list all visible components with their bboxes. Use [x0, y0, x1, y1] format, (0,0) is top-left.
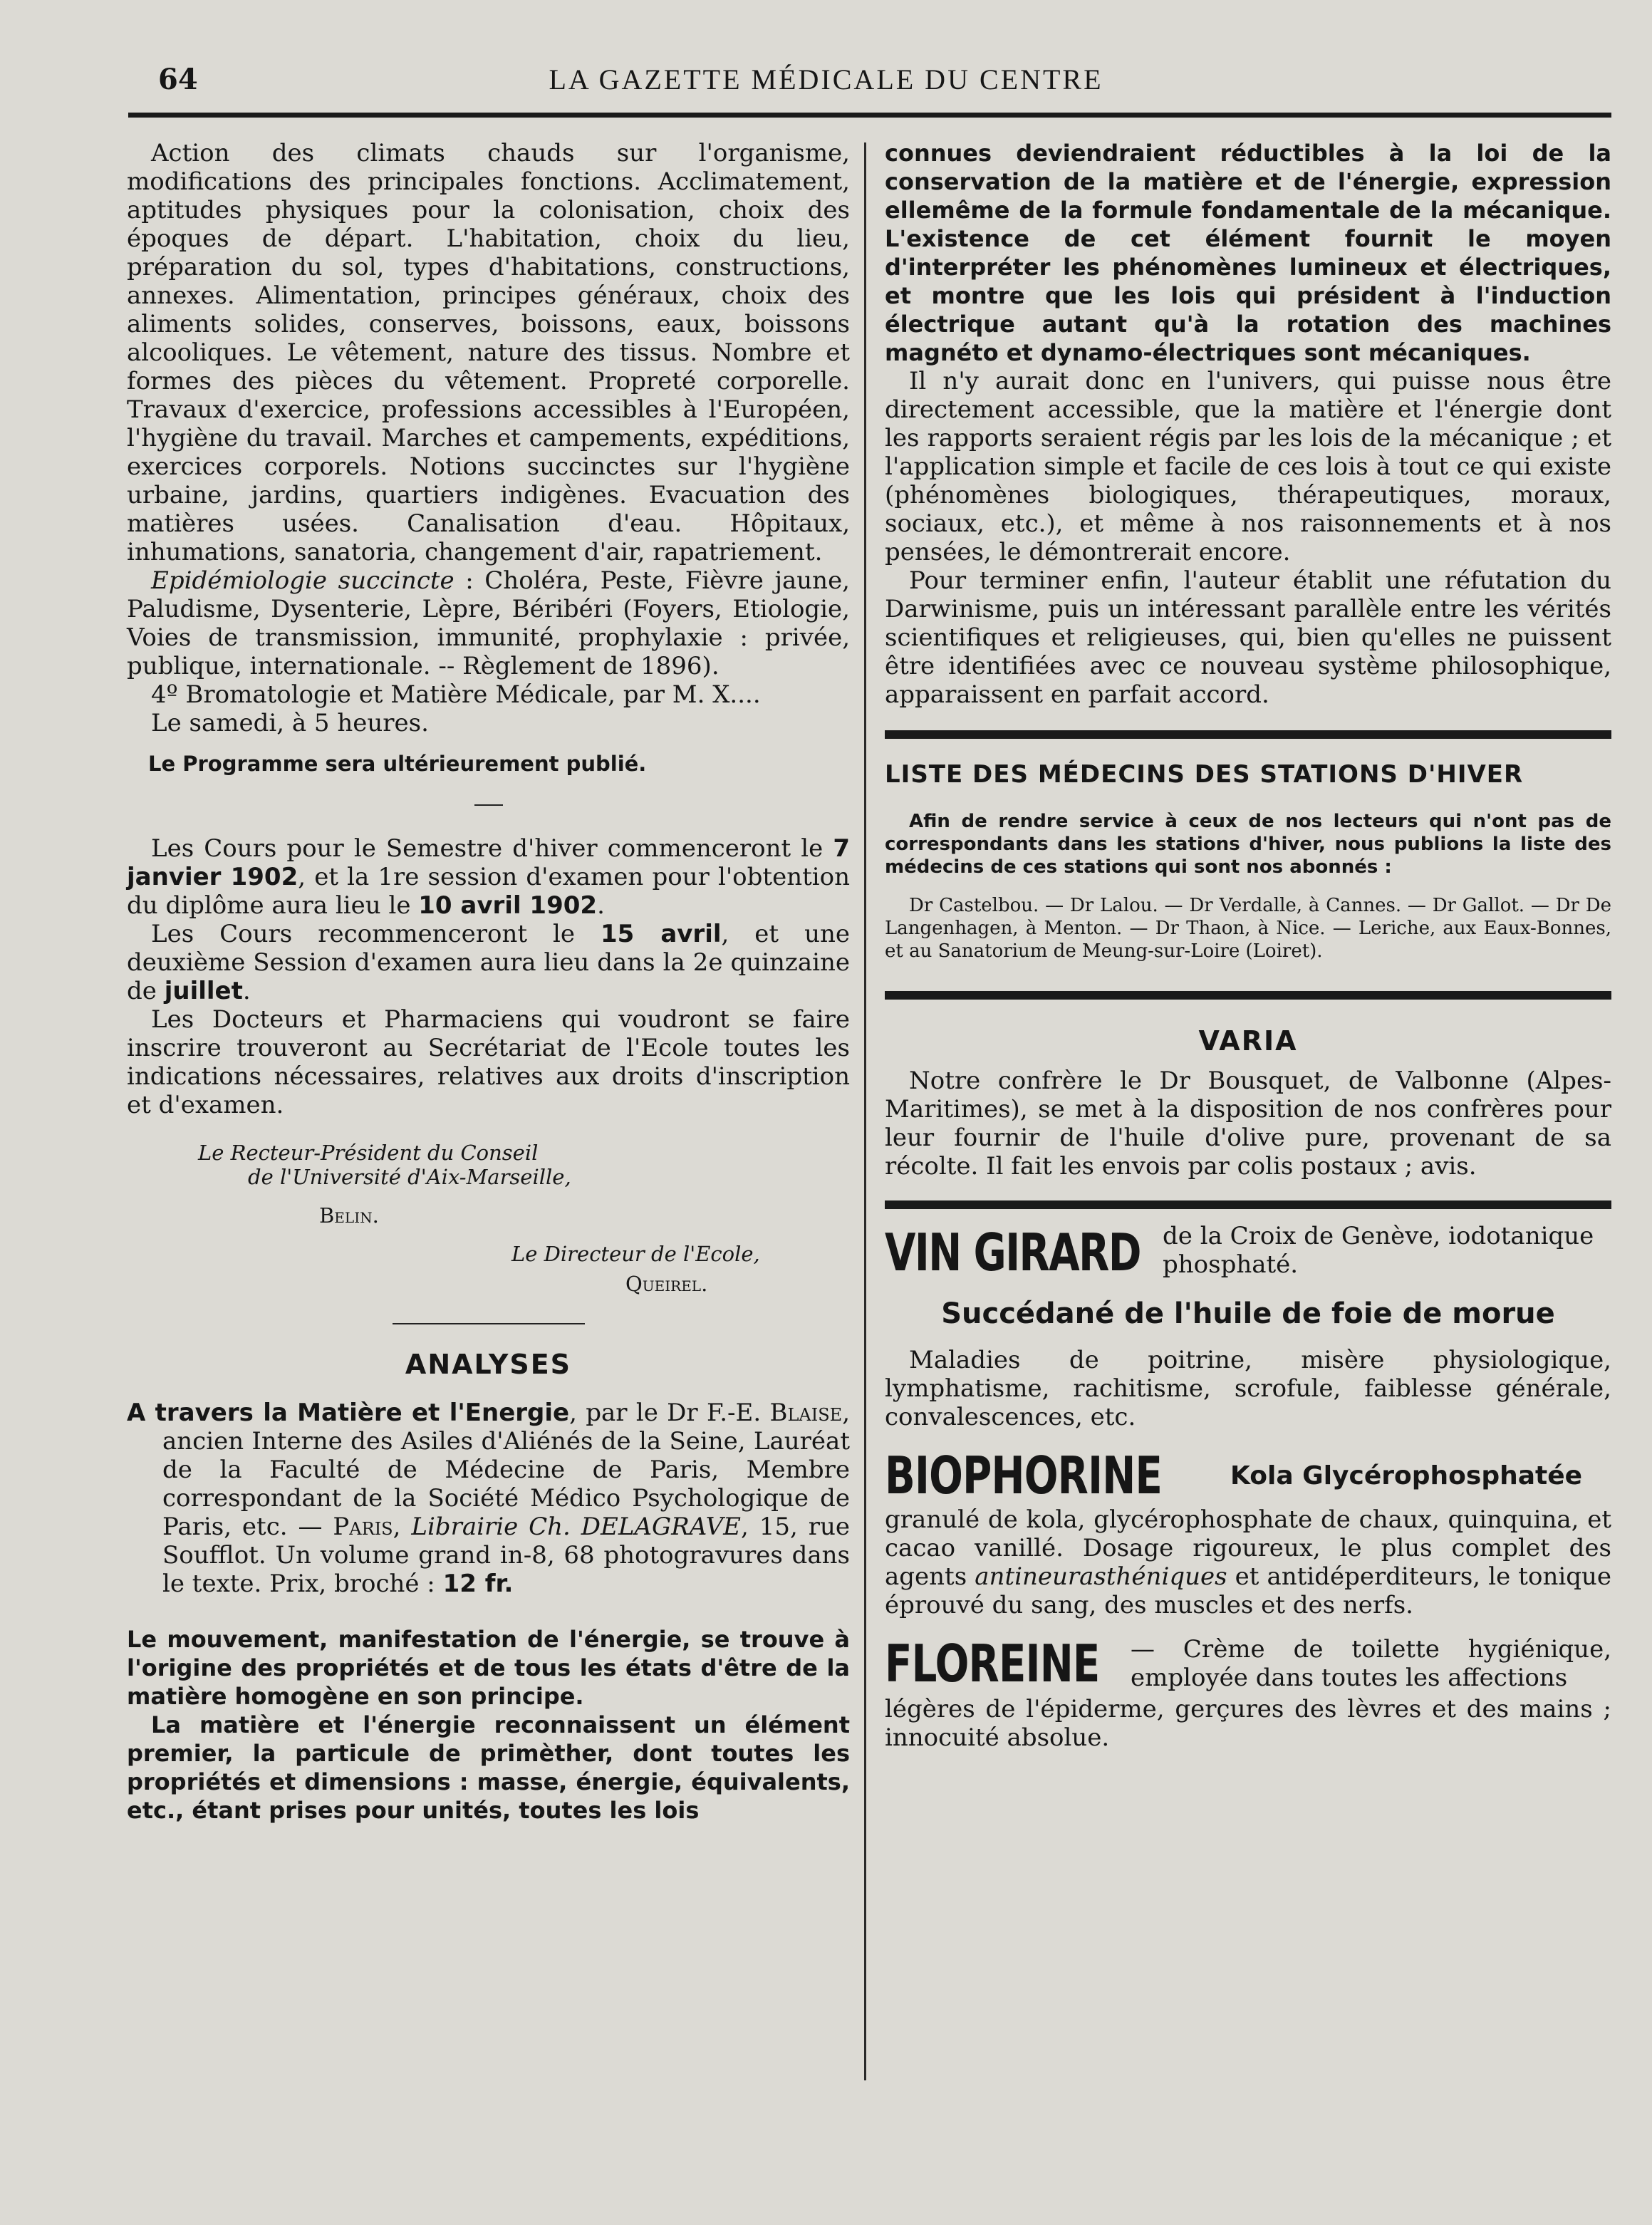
- text-run: , 15, rue Soufflot. Un volume grand in-8, 68 photogravures dans le texte. Prix, broché :: [162, 1513, 850, 1598]
- varia-paragraph: Notre confrère le Dr Bousquet, de Valbonne (Alpes-Maritimes), se met à la disposition de nos confrères pour leur fournir de l'huile d'olive pure, provenant de sa récolte. Il fait les envois par colis postaux ; avis.: [885, 1067, 1611, 1181]
- month-july: juillet: [164, 977, 243, 1005]
- text-run: , par le Dr F.-E.: [569, 1399, 770, 1427]
- courses-paragraph-3: Les Docteurs et Pharmaciens qui voudront se faire inscrire trouveront au Secrétariat de l'Ecole toutes les indications nécessaires, relatives aux droits d'inscription et d'examen.: [127, 1005, 850, 1119]
- text-run: Les Cours recommenceront le: [151, 920, 601, 948]
- winter-stations-intro: Afin de rendre service à ceux de nos lecteurs qui n'ont pas de correspondants dans les stations d'hiver, nous publions la liste des médecins de ces stations qui sont nos abonnés :: [885, 811, 1611, 878]
- ad-biophorine-text: [885, 1505, 1611, 1619]
- courses-paragraph-1: [127, 834, 850, 920]
- left-column: [127, 139, 850, 1825]
- text-run: , ancien Interne des Asiles d'Aliénés de la Seine, Lauréat de la Faculté de Médecine de Paris, Membre correspondant de la Société Médico Psychologique de Paris, etc. —: [162, 1399, 851, 1541]
- universe-paragraph: Il n'y aurait donc en l'univers, qui puisse nous être directement accessible, que la matière et l'énergie dont les rapports seraient régis par les lois de la mécanique ; et l'application simple et facile de ces lois à tout ce qui existe (phénomènes biologiques, thérapeutiques, moraux, sociaux, etc.), et même à nos raisonnements et à nos pensées, le démontrerait encore.: [885, 367, 1611, 566]
- column-divider: [864, 142, 866, 2080]
- continued-paragraph: connues deviendraient réductibles à la loi de la conservation de la matière et de l'énergie, expression ellemême de la formule fondamentale de la mécanique. L'existence de cet élément fournit le moyen d'interpréter les phénomènes lumineux et électriques, et montre que les lois qui président à l'induction électrique autant qu'à la rotation des machines magnéto et dynamo-électriques sont mécaniques.: [885, 140, 1611, 366]
- journal-title: LA GAZETTE MÉDICALE DU CENTRE: [549, 63, 1103, 95]
- winter-stations-list: Dr Castelbou. — Dr Lalou. — Dr Verdalle, à Cannes. — Dr Gallot. — Dr De Langenhagen, à Menton. — Dr Thaon, à Nice. — Leriche, aux Eaux-Bonnes, et au Sanatorium de Meung-sur-Loire (Loiret).: [885, 895, 1611, 962]
- ad-vin-girard-subtitle: Succédané de l'huile de foie de morue: [941, 1297, 1555, 1330]
- section-divider: [393, 1323, 585, 1324]
- text-run: .: [597, 891, 605, 920]
- ad-biophorine-name: BIOPHORINE: [885, 1446, 1163, 1505]
- right-column: [885, 139, 1611, 1752]
- text-run: .: [242, 977, 251, 1005]
- book-author: Blaise: [769, 1399, 843, 1427]
- ad-vin-girard-name: VIN GIRARD: [885, 1223, 1141, 1282]
- book-title: A travers la Matière et l'Energie: [127, 1399, 570, 1427]
- saturday-line: Le samedi, à 5 heures.: [151, 709, 429, 737]
- ad-floreine-tagline: — Crème de toilette hygiénique, employée dans toutes les affections: [1131, 1635, 1611, 1692]
- signature-belin: Belin.: [319, 1203, 379, 1228]
- epidemiology-text: : Choléra, Peste, Fièvre jaune, Paludisme, Dysenterie, Lèpre, Béribéri (Foyers, Etiologie, Voies de transmission, immunité, prophylaxie : privée, publique, internationale. -- Règlement de 1896).: [127, 566, 850, 680]
- epidemiology-paragraph: [127, 566, 850, 680]
- ad-floreine-name: FLOREINE: [885, 1634, 1100, 1694]
- book-price: 12 fr.: [442, 1570, 514, 1598]
- analyses-heading: ANALYSES: [405, 1349, 572, 1380]
- signature-director-line: Le Directeur de l'Ecole,: [511, 1242, 760, 1266]
- ad-vin-girard-text: Maladies de poitrine, misère physiologique, lymphatisme, rachitisme, scrofule, faiblesse générale, convalescences, etc.: [885, 1346, 1611, 1431]
- header-rule: [128, 113, 1611, 118]
- section-divider: [885, 730, 1611, 739]
- text-run-italic: antineurasthéniques: [975, 1562, 1227, 1591]
- epidemiology-label: Epidémiologie succincte: [151, 566, 454, 595]
- text-run: , et une deuxième Session d'examen aura lieu dans la 2e quinzaine de: [127, 920, 850, 1005]
- ad-floreine-text: légères de l'épiderme, gerçures des lèvres et des mains ; innocuité absolue.: [885, 1695, 1611, 1752]
- section-divider: [885, 1200, 1611, 1209]
- analysis-reference: [127, 1399, 850, 1598]
- signature-rector-line1: Le Recteur-Président du Conseil: [198, 1141, 539, 1165]
- text-run: ,: [393, 1513, 412, 1541]
- ad-biophorine: [885, 1447, 1611, 1505]
- section-divider: [885, 991, 1611, 1000]
- text-run: , et la 1re session d'examen pour l'obtention du diplôme aura lieu le: [127, 863, 850, 920]
- ad-vin-girard: [885, 1222, 1611, 1287]
- varia-heading: VARIA: [1198, 1025, 1298, 1057]
- page-number: 64: [158, 63, 198, 96]
- conclusion-paragraph: Pour terminer enfin, l'auteur établit une réfutation du Darwinisme, puis un intéressant parallèle entre les vérités scientifiques et religieuses, qui, bien qu'elles ne puissent être identifiées avec ce nouveau système philosophique, apparaissent en parfait accord.: [885, 566, 1611, 709]
- movement-paragraph: Le mouvement, manifestation de l'énergie, se trouve à l'origine des propriétés et de tous les états d'être de la matière homogène en son principe.: [127, 1626, 850, 1710]
- ad-biophorine-tagline: Kola Glycérophosphatée: [1230, 1461, 1583, 1490]
- date-january: 7 janvier 1902: [127, 834, 850, 891]
- bromatology-line: 4º Bromatologie et Matière Médicale, par M. X....: [151, 680, 761, 709]
- date-april: 10 avril 1902: [418, 891, 598, 920]
- ad-vin-girard-tagline: de la Croix de Genève, iodotanique phosphaté.: [1163, 1222, 1594, 1279]
- book-publisher: Librairie Ch. DELAGRAVE: [411, 1513, 741, 1541]
- section-divider: [474, 804, 503, 806]
- signature-queirel: Queirel.: [625, 1272, 708, 1296]
- programme-notice: Le Programme sera ultérieurement publié.: [148, 752, 647, 776]
- course-paragraph: Action des climats chauds sur l'organisme, modifications des principales fonctions. Acclimatement, aptitudes physiques pour la colonisation, choix des époques de départ. L'habitation, choix du lieu, préparation du sol, types d'habitations, constructions, annexes. Alimentation, principes généraux, choix des aliments solides, conserves, boissons, eaux, boissons alcooliques. Le vêtement, nature des tissus. Nombre et formes des pièces du vêtement. Propreté corporelle. Travaux d'exercice, professions accessibles à l'Européen, l'hygiène du travail. Marches et campements, expéditions, exercices corporels. Notions succinctes sur l'hygiène urbaine, jardins, quartiers indigènes. Evacuation des matières usées. Canalisation d'eau. Hôpitaux, inhumations, sanatoria, changement d'air, rapatriement.: [127, 139, 850, 566]
- matter-paragraph: La matière et l'énergie reconnaissent un élément premier, la particule de primèther, dont toutes les propriétés et dimensions : masse, énergie, équivalents, etc., étant prises pour unités, toutes les lois: [127, 1711, 850, 1824]
- page-header: [0, 63, 1652, 105]
- book-city: Paris: [333, 1513, 393, 1541]
- winter-stations-heading: LISTE DES MÉDECINS DES STATIONS D'HIVER: [885, 760, 1524, 789]
- text-run: Les Cours pour le Semestre d'hiver commenceront le: [151, 834, 833, 863]
- courses-paragraph-2: [127, 920, 850, 1005]
- ad-floreine: [885, 1635, 1611, 1695]
- date-april-15: 15 avril: [601, 920, 722, 948]
- signature-rector-line2: de l'Université d'Aix-Marseille,: [248, 1165, 571, 1189]
- text-run: et antidéperditeurs, le tonique éprouvé du sang, des muscles et des nerfs.: [885, 1562, 1611, 1619]
- text-run: granulé de kola, glycérophosphate de chaux, quinquina, et cacao vanillé. Dosage rigoureux, le plus complet des agents: [885, 1505, 1611, 1591]
